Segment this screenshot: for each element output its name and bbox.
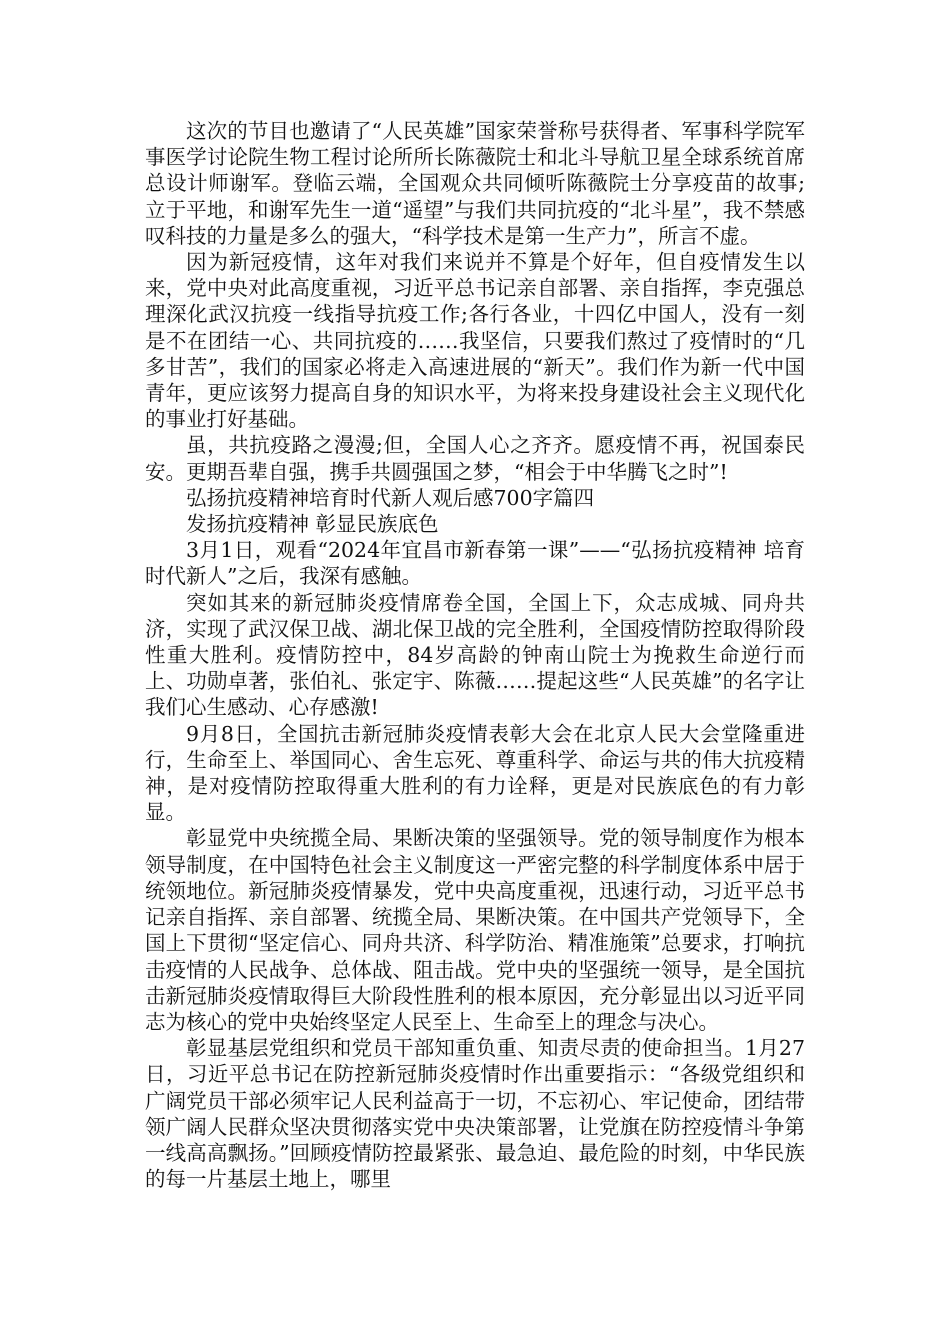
section-subtitle: 发扬抗疫精神 彰显民族底色 [186, 512, 439, 537]
paragraph-closing-wish: 虽，共抗疫路之漫漫;但，全国人心之齐齐。愿疫情不再，祝国泰民安。更期吾辈自强，携手共圆强国之梦，“相会于中华腾飞之时”! [145, 433, 805, 484]
paragraph-epidemic-year: 因为新冠疫情，这年对我们来说并不算是个好年，但自疫情发生以来，党中央对此高度重视，习近平总书记亲自部署、亲自指挥，李克强总理深化武汉抗疫一线指导抗疫工作;各行各业，十四亿中国人，没有一刻是不在团结一心、共同抗疫的……我坚信，只要我们熬过了疫情时的“几多甘苦”，我们的国家必将走入高速进展的“新天”。我们作为新一代中国青年，更应该努力提高自身的知识水平，为将来投身建设社会主义现代化的事业打好基础。 [145, 250, 805, 432]
paragraph-program-guests: 这次的节目也邀请了“人民英雄”国家荣誉称号获得者、军事科学院军事医学讨论院生物工程讨论所所长陈薇院士和北斗导航卫星全球系统首席总设计师谢军。登临云端，全国观众共同倾听陈薇院士分享疫苗的故事;立于平地，和谢军先生一道“遥望”与我们共同抗疫的“北斗星”，我不禁感叹科技的力量是多么的强大，“科学技术是第一生产力”，所言不虚。 [145, 119, 805, 248]
paragraph-central-leadership: 彰显党中央统揽全局、果断决策的坚强领导。党的领导制度作为根本领导制度，在中国特色社会主义制度这一严密完整的科学制度体系中居于统领地位。新冠肺炎疫情暴发，党中央高度重视，迅速行动，习近平总书记亲自指挥、亲自部署、统揽全局、果断决策。在中国共产党领导下，全国上下贯彻“坚定信心、同舟共济、科学防治、精准施策”总要求，打响抗击疫情的人民战争、总体战、阻击战。党中央的坚强统一领导，是全国抗击新冠肺炎疫情取得巨大阶段性胜利的根本原因，充分彰显出以习近平同志为核心的党中央始终坚定人民至上、生命至上的理念与决心。 [145, 826, 805, 1034]
section-title: 弘扬抗疫精神培育时代新人观后感700字篇四 [186, 485, 595, 510]
document-body [145, 118, 805, 1192]
paragraph-sudden-epidemic: 突如其来的新冠肺炎疫情席卷全国，全国上下，众志成城、同舟共济，实现了武汉保卫战、湖北保卫战的完全胜利，全国疫情防控取得阶段性重大胜利。疫情防控中，84岁高龄的钟南山院士为挽救生命逆行而上、功勋卓著，张伯礼、张定宇、陈薇……提起这些“人民英雄”的名字让我们心生感动、心存感激! [145, 590, 805, 720]
paragraph-grassroots-party: 彰显基层党组织和党员干部知重负重、知责尽责的使命担当。1月27日，习近平总书记在防控新冠肺炎疫情时作出重要指示：“各级党组织和广阔党员干部必须牢记人民利益高于一切，不忘初心、牢记使命，团结带领广阔人民群众坚决贯彻落实党中央决策部署，让党旗在防控疫情斗争第一线高高飘扬。”回顾疫情防控最紧张、最急迫、最危险的时刻，中华民族的每一片基层土地上，哪里 [145, 1036, 805, 1192]
paragraph-september-eighth: 9月8日，全国抗击新冠肺炎疫情表彰大会在北京人民大会堂隆重进行，生命至上、举国同心、舍生忘死、尊重科学、命运与共的伟大抗疫精神，是对疫情防控取得重大胜利的有力诠释，更是对民族底色的有力彰显。 [145, 721, 805, 825]
paragraph-march-first: 3月1日，观看“2024年宜昌市新春第一课”——“弘扬抗疫精神 培育时代新人”之后，我深有感触。 [145, 538, 805, 589]
